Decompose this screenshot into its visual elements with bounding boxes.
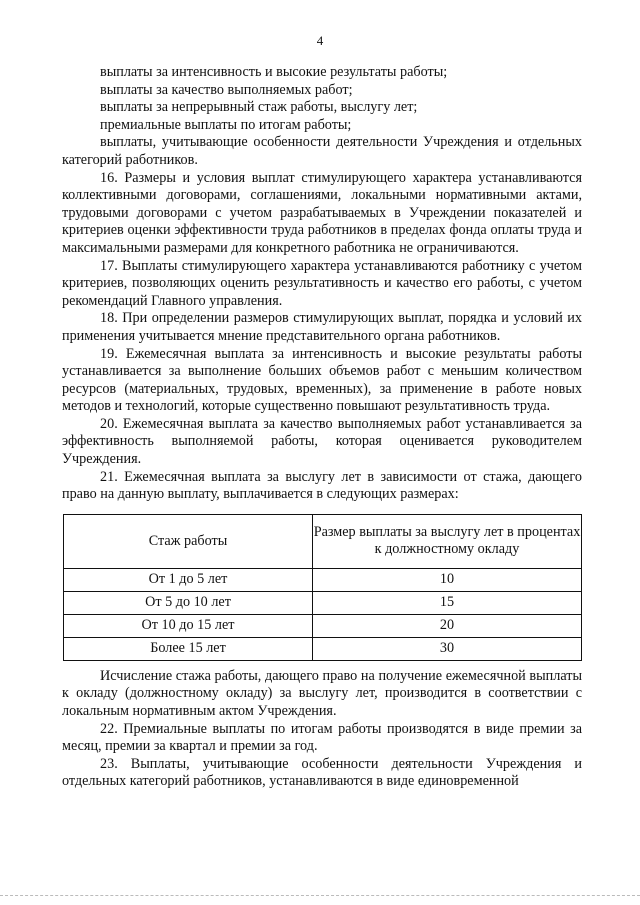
- paragraph-17: 17. Выплаты стимулирующего характера устанавливаются работнику с учетом критериев, позволяющих оценить результативность и качество его работы, с учетом рекомендаций Главного управления.: [62, 257, 582, 309]
- list-item: премиальные выплаты по итогам работы;: [100, 116, 352, 133]
- table-header-cell: Стаж работы: [64, 514, 313, 568]
- table-cell: 15: [313, 591, 582, 614]
- paragraph-22: 22. Премиальные выплаты по итогам работы производятся в виде премии за месяц, премии за квартал и премии за год.: [62, 720, 582, 755]
- paragraph-18: 18. При определении размеров стимулирующих выплат, порядка и условий их применения учитывается мнение представительного органа работников.: [62, 310, 582, 344]
- list-item: выплаты за качество выполняемых работ;: [100, 81, 353, 98]
- seniority-table: [63, 514, 582, 661]
- table-cell: Более 15 лет: [64, 637, 313, 660]
- list-item: выплаты за непрерывный стаж работы, выслугу лет;: [100, 99, 418, 116]
- paragraph-19: 19. Ежемесячная выплата за интенсивность и высокие результаты работы устанавливается за выполнение больших объемов работ с меньшим количеством ресурсов (материальных, трудовых, временных), за применение в работе новых методов и технологий, которые существенно повышают результативность труда.: [62, 345, 582, 415]
- table-cell: 30: [313, 637, 582, 660]
- paragraph-20: 20. Ежемесячная выплата за качество выполняемых работ устанавливается за эффективность выполняемой работы, которая оценивается руководителем Учреждения.: [62, 415, 582, 468]
- table-cell: От 10 до 15 лет: [64, 614, 313, 637]
- table-row: [64, 591, 582, 614]
- table-row: [64, 637, 582, 660]
- table-cell: От 1 до 5 лет: [64, 568, 313, 591]
- table-row: [64, 614, 582, 637]
- page-bottom-edge: [0, 895, 640, 896]
- table-row: [64, 568, 582, 591]
- list-item: выплаты за интенсивность и высокие результаты работы;: [100, 64, 448, 80]
- paragraph-seniority-calculation: Исчисление стажа работы, дающего право на получение ежемесячной выплаты к окладу (должностному окладу) за выслугу лет, производится в соответствии с локальным нормативным актом Учреждения.: [62, 667, 582, 720]
- table-header-row: [64, 514, 582, 568]
- paragraph-16: 16. Размеры и условия выплат стимулирующего характера устанавливаются коллективными договорами, соглашениями, локальными нормативными актами, трудовыми договорами с учетом разрабатываемых в Учреждении показателей и критериев оценки эффективности труда работников в пределах фонда оплаты труда и максимальными размерами для конкретного работника не ограничиваются.: [62, 169, 582, 256]
- table-header-cell: Размер выплаты за выслугу лет в процентах к должностному окладу: [313, 514, 582, 568]
- list-item: выплаты, учитывающие особенности деятельности Учреждения и отдельных категорий работников.: [62, 134, 582, 168]
- table-cell: 10: [313, 568, 582, 591]
- table-cell: 20: [313, 614, 582, 637]
- paragraph-21: 21. Ежемесячная выплата за выслугу лет в зависимости от стажа, дающего право на данную выплату, выплачивается в следующих размерах:: [62, 468, 582, 503]
- document-body: [62, 64, 582, 791]
- paragraph-23: 23. Выплаты, учитывающие особенности деятельности Учреждения и отдельных категорий работников, устанавливаются в виде единовременной: [62, 755, 582, 790]
- page-number: 4: [316, 33, 324, 48]
- table-cell: От 5 до 10 лет: [64, 591, 313, 614]
